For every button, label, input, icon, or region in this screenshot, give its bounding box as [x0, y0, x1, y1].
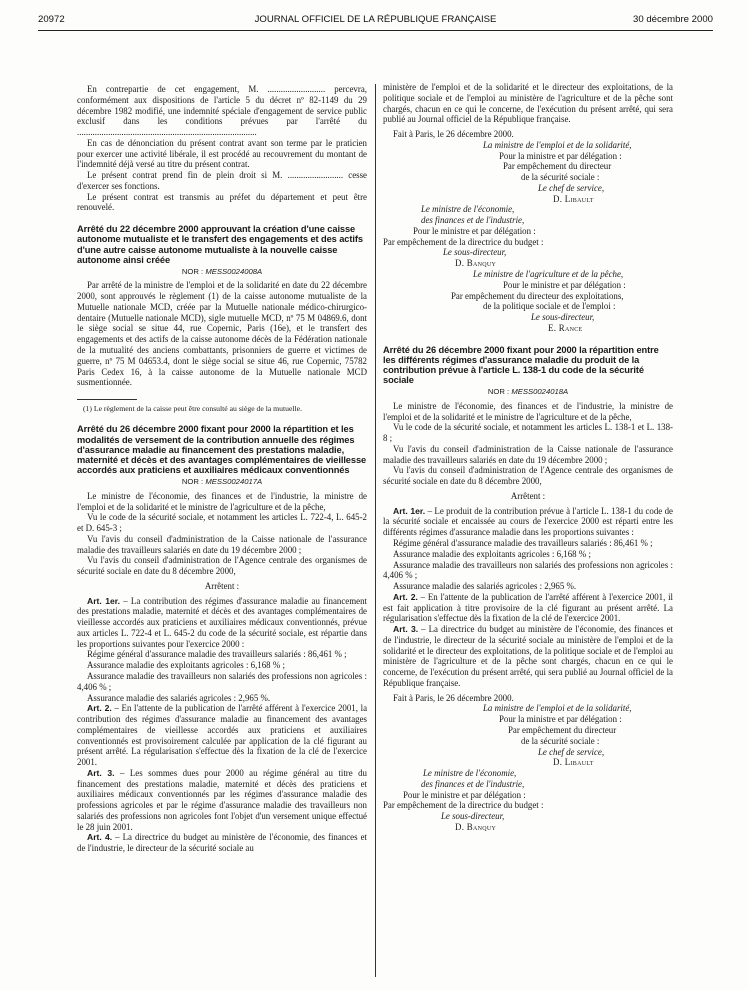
decree-paragraph: Vu l'avis du conseil d'administration de la Caisse nationale de l'assurance maladie des travailleurs salariés en date du 19 décembre 2000 ;: [77, 533, 367, 555]
article-heading: Art. 4.: [87, 832, 113, 843]
allocation-item: Assurance maladie des travailleurs non salariés des professions non agricoles : 4,406 % ;: [383, 559, 673, 581]
signature-line: Pour le ministre et par délégation :: [503, 279, 626, 290]
signatory-title: La ministre de l'emploi et de la solidarité,: [483, 139, 632, 150]
signatory-role: Le sous-directeur,: [443, 247, 507, 258]
decree-title: Arrêté du 22 décembre 2000 approuvant la création d'une caisse autonome mutualiste et le transfert des engagements et des actifs d'une autre caisse autonome mutualiste à la nouvelle caisse autonome ainsi créée: [77, 224, 363, 265]
signature-line: Par empêchement de la directrice du budget :: [383, 236, 544, 247]
nor-label: NOR :: [181, 477, 206, 487]
article-1: [383, 506, 673, 538]
signature-place-date: Fait à Paris, le 26 décembre 2000.: [393, 692, 514, 703]
article-text: – Les sommes dues pour 2000 au régime général au titre du financement des prestations maladie, maternité et décès des praticiens et auxiliaires médicaux conventionnés par les régimes d'assurance maladie des professions agricoles et par le régime d'assurance maladie des travailleurs non salariés des professions non agricoles font l'objet d'un versement unique effectué le 28 juin 2001.: [77, 767, 367, 832]
signature-line: Par empêchement de la directrice du budget :: [383, 800, 544, 811]
allocation-item: Assurance maladie des exploitants agricoles : 6,168 % ;: [87, 660, 285, 671]
allocation-item: Assurance maladie des travailleurs non salariés des professions non agricoles : 4,406 % ;: [77, 671, 367, 692]
contract-paragraph: En contrepartie de cet engagement, M. .......................... percevra, conformément aux dispositions de l'article 5 du décret nº 82-1149 du 29 décembre 1982 modifié, une indemnité spéciale d'engagement de service public exclusif dans les conditions prévues par l'arrêté du .................................................................................: [77, 84, 367, 138]
signature-line: Pour le ministre et par délégation :: [413, 225, 536, 236]
page-header: [38, 14, 713, 30]
article-text: – En l'attente de la publication de l'arrêté afférent à l'exercice 2001, il est fait application à titre provisoire de la clé figurant au présent arrêté. La régularisation s'effectue dès la fixation de la clé de l'exercice 2001.: [383, 591, 674, 624]
right-column: [383, 82, 673, 833]
signature-block: [383, 768, 673, 833]
article-heading: Art. 2.: [87, 703, 112, 714]
signature-line: Pour le ministre et par délégation :: [403, 789, 526, 800]
journal-title: JOURNAL OFFICIEL DE LA RÉPUBLIQUE FRANÇAISE: [254, 14, 497, 25]
allocation-item: Assurance maladie des salariés agricoles : 2,965 %.: [393, 581, 577, 592]
signatory-title: des finances et de l'industrie,: [421, 215, 525, 226]
signatory-role: Le chef de service,: [538, 182, 605, 193]
article-heading: Art. 3.: [393, 624, 419, 635]
nor-code: MESS0024008A: [205, 267, 263, 277]
nor-reference: [383, 387, 673, 396]
signatory-name: D. Banquy: [455, 821, 497, 832]
signatory-role: Le chef de service,: [538, 746, 605, 757]
contract-paragraph: Le présent contrat est transmis au préfet du département et peut être renouvelé.: [77, 191, 367, 213]
article-2: [77, 703, 367, 768]
decree-paragraph: Vu l'avis du conseil d'administration de l'Agence centrale des organismes de sécurité sociale en date du 8 décembre 2000,: [77, 555, 367, 577]
nor-reference: [77, 477, 367, 486]
decree-paragraph: Le ministre de l'économie, des finances et de l'industrie, la ministre de l'emploi et de la solidarité et le ministre de l'agriculture et de la pêche,: [77, 490, 367, 512]
left-column: [77, 84, 367, 854]
decree-title: Arrêté du 26 décembre 2000 fixant pour 2000 la répartition entre les différents régimes d'assurance maladie du produit de la contribution prévue à l'article L. 138-1 du code de la sécurité sociale: [383, 344, 659, 386]
signature-line: Par empêchement du directeur des exploitations,: [451, 290, 624, 301]
arretent-label: Arrêtent :: [204, 580, 240, 591]
arretent-label: Arrêtent :: [510, 490, 546, 501]
signature-block: [383, 140, 673, 205]
signatory-role: Le sous-directeur,: [531, 312, 595, 323]
signatory-title: Le ministre de l'agriculture et de la pêche,: [473, 269, 624, 280]
article-text: – La contribution des régimes d'assurance maladie au financement des prestations maladie, maternité et décès et des avantages complémentaires de vieillesse accordés aux praticiens et auxiliaires médicaux conventionnés, prévue aux articles L. 722-4 et L. 645-2 du code de la sécurité sociale, est répartie dans les proportions suivantes pour l'exercice 2000 :: [77, 595, 367, 649]
header-rule: [38, 30, 713, 31]
article-heading: Art. 2.: [393, 591, 418, 602]
decree-paragraph: Par arrêté de la ministre de l'emploi et de la solidarité en date du 22 décembre 2000, sont approuvés le règlement (1) de la caisse autonome mutualiste de la Mutuelle nationale MCD, créée par la Mutuelle nationale médico-chirurgico-dentaire (Mutuelle nationale MCD), sigle mutuelle MCD, nº 75 M 04869.6, dont le siège social se situe 44, rue Copernic, Paris (16e), et le transfert des engagements et des actifs de la caisse autonome décès de la Fédération nationale de la mutualité des anciens combattants, prisonniers de guerre et victimes de guerre, nº 75 M 04653.4, dont le siège social se situe 46, rue Copernic, 75782 Paris Cedex 16, à la caisse autonome de la Mutuelle nationale MCD susmentionnée.: [77, 280, 367, 388]
signatory-name: D. Libault: [553, 757, 594, 768]
nor-code: MESS0024018A: [511, 387, 569, 397]
article-3: [77, 768, 367, 833]
signature-place-date: Fait à Paris, le 26 décembre 2000.: [393, 129, 514, 140]
signature-line: Pour la ministre et par délégation :: [499, 714, 622, 725]
signature-line: Pour la ministre et par délégation :: [499, 150, 622, 161]
article-3: [383, 624, 673, 689]
nor-code: MESS0024017A: [205, 477, 263, 487]
signatory-name: D. Libault: [553, 193, 594, 204]
signatory-title: Le ministre de l'économie,: [423, 768, 517, 779]
article-heading: Art. 1er.: [393, 505, 426, 516]
signature-line: de la politique sociale et de l'emploi :: [483, 301, 616, 312]
decree-title: Arrêté du 26 décembre 2000 fixant pour 2000 la répartition et les modalités de versement de la contribution annuelle des régimes d'assurance maladie au financement des prestations maladie, maternité et décès et des avantages complémentaires de vieillesse accordés aux praticiens et auxiliaires médicaux conventionnés: [77, 424, 367, 476]
signature-line: de la sécurité sociale :: [521, 735, 600, 746]
allocation-item: Assurance maladie des salariés agricoles : 2,965 %.: [87, 692, 271, 703]
article-text: – La directrice du budget au ministère de l'économie, des finances et de l'industrie, le directeur de la sécurité sociale au ministère de l'emploi et de la solidarité et le directeur des exploitations, de la politique sociale et de l'emploi au ministère de l'agriculture et de la pêche sont chargés, chacun en ce qui le concerne, de l'exécution du présent arrêté, qui sera publié au Journal officiel de la République française.: [383, 624, 673, 688]
allocation-item: Assurance maladie des exploitants agricoles : 6,168 % ;: [393, 548, 591, 559]
decree-paragraph: Vu l'avis du conseil d'administration de la Caisse nationale de l'assurance maladie des travailleurs salariés en date du 19 décembre 2000 ;: [383, 443, 673, 465]
signatory-name: D. Banquy: [455, 258, 497, 269]
footnote-rule: [77, 399, 137, 400]
signatory-role: Le sous-directeur,: [441, 811, 505, 822]
signatory-name: E. Rance: [548, 322, 583, 333]
decree-paragraph: Vu le code de la sécurité sociale, et notamment les articles L. 722-4, L. 645-2 et D. 645-3 ;: [77, 512, 367, 534]
article-1: [77, 596, 367, 650]
decree-paragraph: ministère de l'emploi et de la solidarité et le directeur des exploitations, de la politique sociale et de l'emploi au ministère de l'agriculture et de la pêche sont chargés, chacun en ce qui le concerne, de l'exécution du présent arrêté, qui sera publié au Journal officiel de la République française.: [383, 82, 673, 125]
signatory-title: Le ministre de l'économie,: [421, 204, 515, 215]
article-2: [383, 592, 673, 624]
article-4: [77, 832, 367, 854]
footnote: (1) Le règlement de la caisse peut être consulté au siège de la mutuelle.: [83, 404, 302, 414]
contract-paragraph: Le présent contrat prend fin de plein droit si M. ......................... cesse d'exercer ses fonctions.: [77, 170, 367, 191]
signature-block: [383, 204, 673, 269]
article-text: – En l'attente de la publication de l'arrêté afférent à l'exercice 2001, la contribution des régimes d'assurance maladie au financement des avantages complémentaires de vieillesse accordés aux praticiens et auxiliaires conventionnés est provisoirement calculée par application de la clé figurant au présent arrêté. La régularisation s'effectue dès la fixation de la clé de l'exercice 2001.: [77, 703, 368, 768]
contract-paragraph: En cas de dénonciation du présent contrat avant son terme par le praticien pour exercer une activité libérale, il est procédé au recouvrement du montant de l'indemnité déjà versé au titre du présent contrat.: [77, 137, 367, 170]
article-text: – La directrice du budget au ministère de l'économie, des finances et de l'industrie, le directeur de la sécurité sociale au: [77, 832, 367, 854]
signature-line: de la sécurité sociale :: [521, 172, 600, 183]
article-heading: Art. 1er.: [87, 595, 121, 606]
column-divider: [375, 84, 376, 977]
signature-line: Par empêchement du directeur: [503, 161, 612, 172]
signatory-title: La ministre de l'emploi et de la solidarité,: [483, 703, 632, 714]
signature-block: [383, 703, 673, 768]
decree-paragraph: Vu le code de la sécurité sociale, et notamment les articles L. 138-1 et L. 138-8 ;: [383, 422, 673, 444]
signature-block: [383, 269, 673, 334]
issue-date: 30 décembre 2000: [632, 14, 713, 25]
page-number: 20972: [38, 14, 65, 25]
signatory-title: des finances et de l'industrie,: [421, 778, 525, 789]
decree-paragraph: Le ministre de l'économie, des finances et de l'industrie, la ministre de l'emploi et de la solidarité et le ministre de l'agriculture et de la pêche,: [383, 400, 673, 422]
allocation-item: Régime général d'assurance maladie des travailleurs salariés : 86,461 % ;: [87, 649, 347, 660]
nor-reference: [77, 267, 367, 276]
nor-label: NOR :: [487, 387, 512, 397]
decree-paragraph: Vu l'avis du conseil d'administration de l'Agence centrale des organismes de sécurité sociale en date du 8 décembre 2000,: [383, 465, 673, 487]
article-heading: Art. 3.: [87, 767, 115, 778]
allocation-item: Régime général d'assurance maladie des travailleurs salariés : 86,461 % ;: [393, 537, 653, 548]
nor-label: NOR :: [181, 267, 206, 277]
signature-line: Par empêchement du directeur: [508, 725, 617, 735]
article-text: – Le produit de la contribution prévue à l'article L. 138-1 du code de la sécurité sociale et encaissée au cours de l'exercice 2000 est réparti entre les différents régimes d'assurance maladie dans les proportions suivantes :: [383, 505, 673, 538]
